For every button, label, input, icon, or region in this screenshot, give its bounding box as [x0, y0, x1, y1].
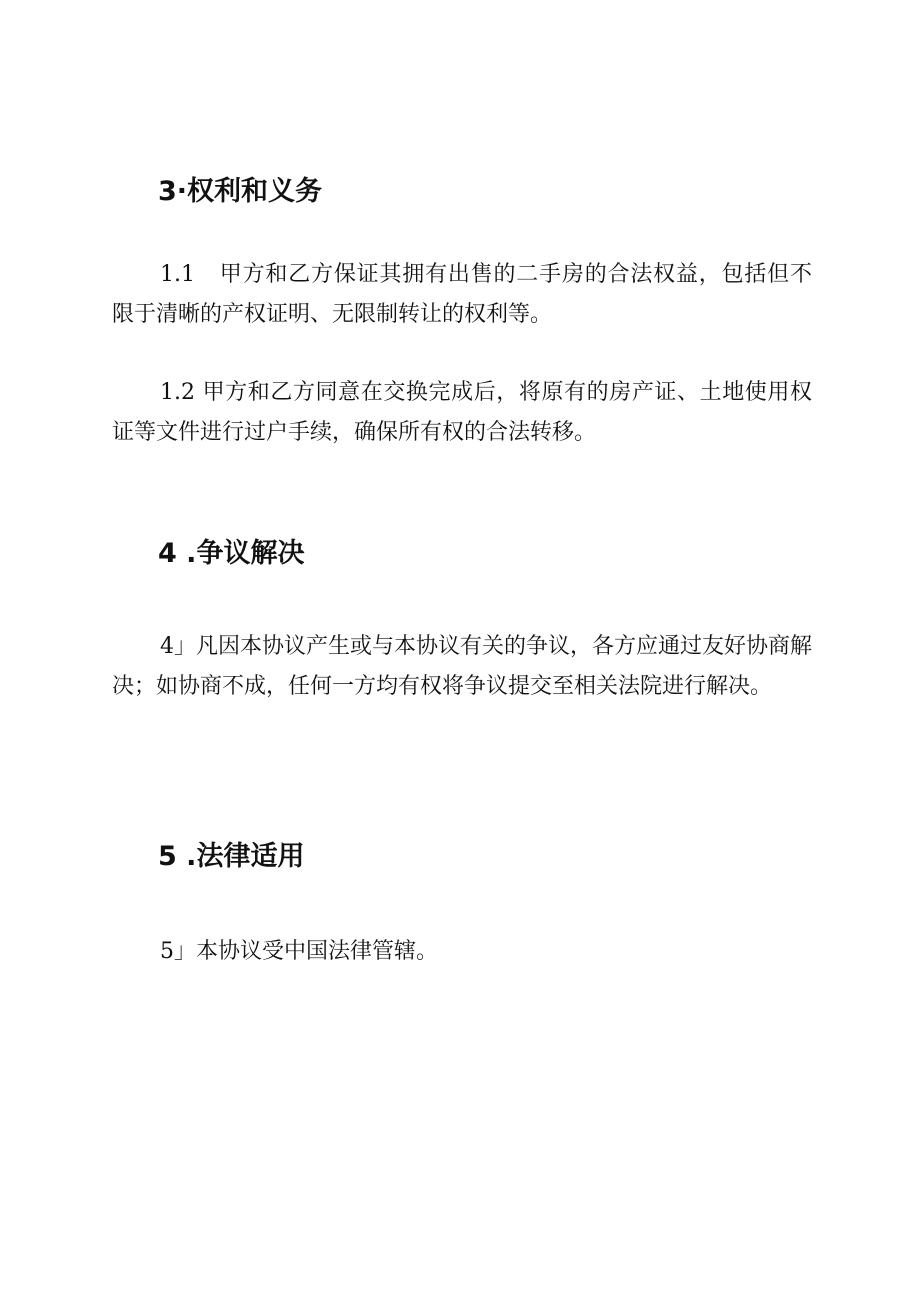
- clause-text: 甲方和乙方同意在交换完成后，将原有的房产证、土地使用权证等文件进行过户手续，确保所有权的合法转移。: [112, 380, 812, 445]
- clause-number: 5」: [160, 939, 196, 964]
- clause-text: 凡因本协议产生或与本协议有关的争议，各方应通过友好协商解决；如协商不成，任何一方均有权将争议提交至相关法院进行解决。: [112, 634, 813, 699]
- section-heading-rights-obligations: 3·权利和义务: [158, 176, 323, 207]
- clause-1-1: [112, 255, 812, 335]
- section-heading-dispute-resolution: 4 .争议解决: [158, 538, 305, 569]
- clause-number: 1.2: [160, 380, 195, 405]
- clause-4-1: [112, 627, 812, 707]
- clause-text: 甲方和乙方保证其拥有出售的二手房的合法权益，包括但不限于清晰的产权证明、无限制转让的权利等。: [112, 262, 812, 327]
- clause-text: 本协议受中国法律管辖。: [196, 939, 439, 964]
- section-heading-governing-law: 5 .法律适用: [158, 841, 305, 872]
- clause-number: 1.1: [160, 262, 195, 287]
- clause-5-1: [112, 932, 812, 972]
- clause-number: 4」: [160, 634, 196, 659]
- clause-1-2: [112, 373, 812, 453]
